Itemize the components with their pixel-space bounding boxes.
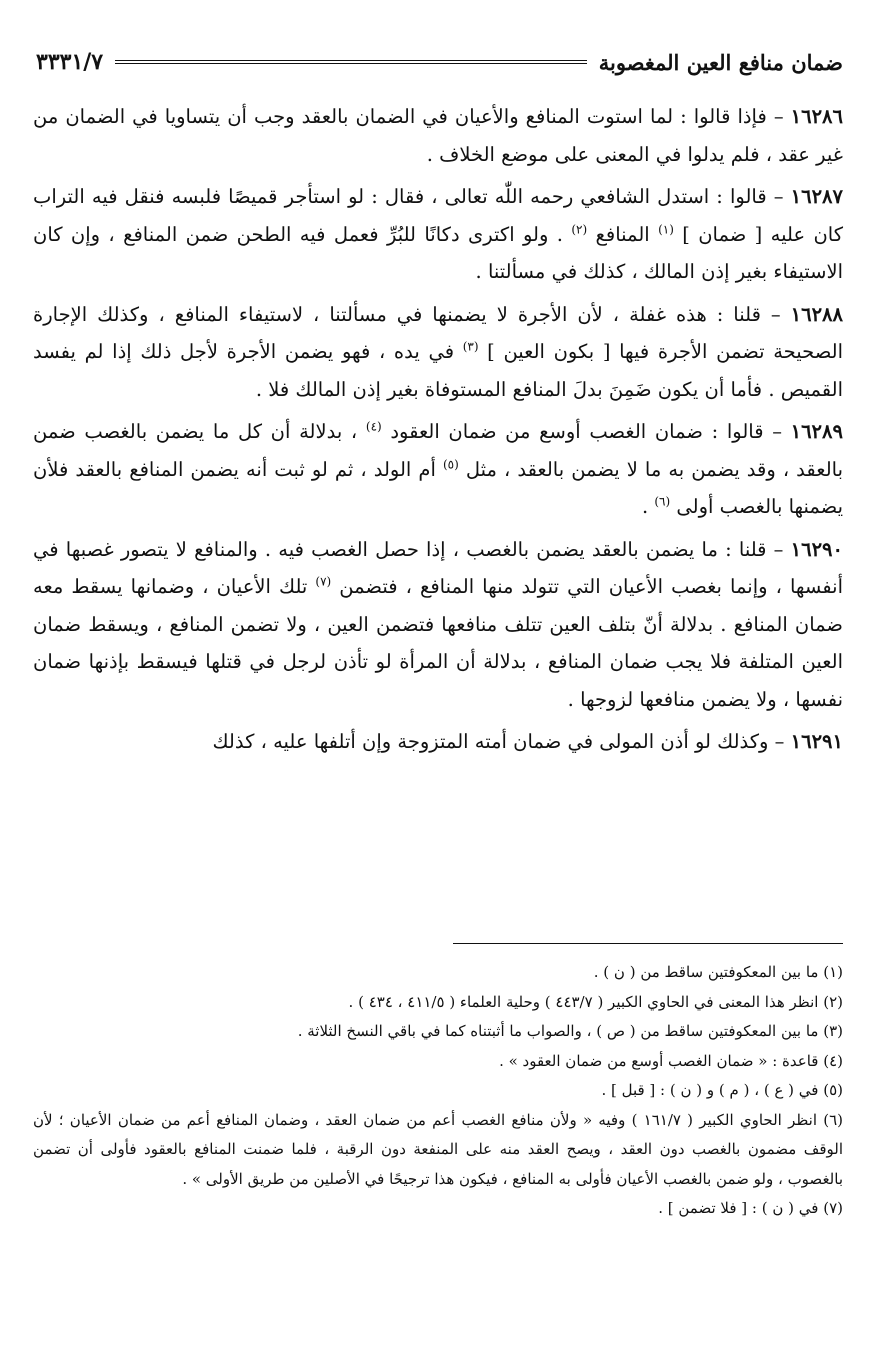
- paragraph-number: ١٦٢٨٨: [790, 302, 843, 326]
- paragraph-text: المنافع: [587, 222, 659, 246]
- paragraph-text: ، بدلالة أن كل ما يضمن بالغصب ضمن بالعقد ، وقد يضمن به ما لا يضمن بالعقد ، مثل: [33, 420, 844, 481]
- paragraph-text: أم الولد ، ثم لو ثبت أنه يضمن المنافع بالعقد فلأن يضمنها بالغصب أولى: [33, 457, 843, 518]
- footnote-ref: (١): [658, 222, 674, 236]
- paragraph-number: ١٦٢٨٦: [790, 105, 843, 128]
- paragraph-number: ١٦٢٨٩: [790, 420, 843, 443]
- footnote-ref: (٢): [571, 222, 588, 236]
- paragraph-text: – قالوا : ضمان الغصب أوسع من ضمان العقود: [381, 420, 791, 443]
- paragraph-text: – وكذلك لو أذن المولى في ضمان أمته المتزوجة وإن أتلفها عليه ، كذلك: [212, 730, 791, 753]
- footnote-2: (٢) انظر هذا المعنى في الحاوي الكبير ( ٤٤٣/٧ ) وحلية العلماء ( ٤١١/٥ ، ٤٣٤ ) .: [348, 992, 843, 1011]
- paragraph-16287: [33, 178, 843, 291]
- paragraph-number: ١٦٢٩١: [790, 730, 843, 753]
- paragraph-text: .: [641, 495, 655, 518]
- page-number: ٣٣٣١/٧: [36, 49, 104, 75]
- paragraph-16289: [33, 413, 843, 526]
- paragraph-16286: [33, 98, 843, 173]
- footnote-ref: (٧): [315, 574, 332, 589]
- footnote-ref: (٥): [442, 457, 459, 471]
- footnote-ref: (٣): [462, 339, 479, 354]
- main-text: [33, 98, 843, 766]
- paragraph-16291: [33, 723, 843, 761]
- footnotes: [33, 958, 843, 1224]
- paragraph-text: . ولو اكترى دكانًا للبُرِّ فعمل فيه الطحن ضمن المنافع ، وإن كان الاستيفاء بغير إذن المالك ، كذلك في مسألتنا .: [33, 222, 843, 283]
- paragraph-16290: [33, 531, 843, 719]
- footnote-4: (٤) قاعدة : « ضمان الغصب أوسع من ضمان العقود » .: [499, 1051, 843, 1070]
- footnote-3: (٣) ما بين المعكوفتين ساقط من ( ص ) ، والصواب ما أثبتناه كما في باقي النسخ الثلاثة .: [297, 1022, 843, 1040]
- footnote-ref: (٤): [365, 419, 382, 434]
- footnote-7: (٧) في ( ن ) : [ فلا تضمن ] .: [658, 1199, 843, 1217]
- paragraph-text: – قالوا : استدل الشافعي رحمه اللّٰه تعالى ، فقال : لو استأجر قميصًا فلبسه فنقل فيه التراب كان عليه [ ضمان ]: [33, 185, 843, 246]
- running-title: ضمان منافع العين المغصوبة: [598, 49, 843, 75]
- paragraph-16288: [33, 296, 843, 409]
- page-header: [36, 44, 843, 80]
- paragraph-text: – قلنا : هذه غفلة ، لأن الأجرة لا يضمنها في مسألتنا ، لاستيفاء المنافع ، وكذلك الإجارة الصحيحة تضمن الأجرة فيها [ بكون العين ]: [33, 302, 843, 363]
- paragraph-number: ١٦٢٨٧: [790, 185, 843, 208]
- footnote-ref: (٦): [654, 494, 671, 509]
- paragraph-text: تلك الأعيان ، وضمانها يسقط معه ضمان المنافع . بدلالة أنّ بتلف العين تتلف منافعها فتضمن العين ، ولا تضمن المنافع ، ويسقط ضمان العين المتلفة فلا يجب ضمان المنافع ، بدلالة أن المرأة لو تأذن لرجل في قتلها فيسقط بإذنها ضمان نفسها ، ولا يضمن منافعها لزوجها .: [33, 575, 843, 711]
- footnote-6: (٦) انظر الحاوي الكبير ( ١٦١/٧ ) وفيه « ولأن منافع الغصب أعم من ضمان العقد ، وضمان المنافع أعم من ضمان الأعيان ؛ لأن الوقف مضمون بالغصب دون العقد ، ويصح العقد منه على المنفعة دون الرقبة ، فلما ضمنت المنافع بالعقود فأولى أن تضمن بالغصوب ، ولو ضمن بالغصب الأعيان فأولى به المنافع ، فيكون هذا ترجيحًا في الأصلين من طريق الأولى » .: [33, 1110, 843, 1188]
- footnote-1: (١) ما بين المعكوفتين ساقط من ( ن ) .: [593, 963, 843, 981]
- header-rule: [115, 60, 587, 64]
- footnote-5: (٥) في ( ع ) ، ( م ) و ( ن ) : [ قبل ] .: [601, 1081, 843, 1099]
- footnote-separator: [453, 943, 843, 944]
- paragraph-text: – قلنا : ما يضمن بالعقد يضمن بالغصب ، إذا حصل الغصب فيه . والمنافع لا يتصور غصبها في أنفسها ، وإنما بغصب الأعيان التي تتولد منها المنافع ، فتضمن: [33, 537, 843, 598]
- paragraph-text: – فإذا قالوا : لما استوت المنافع والأعيان في الضمان بالعقد وجب أن يتساويا في الضمان من غير عقد ، فلم يدلوا في المعنى على موضع الخلاف .: [33, 105, 843, 166]
- paragraph-text: في يده ، فهو يضمن الأجرة لأجل ذلك إذا لم يفسد القميص . فأما أن يكون ضَمِنَ بدلَ المنافع المستوفاة بغير إذن المالك فلا .: [33, 340, 843, 401]
- paragraph-number: ١٦٢٩٠: [790, 537, 843, 561]
